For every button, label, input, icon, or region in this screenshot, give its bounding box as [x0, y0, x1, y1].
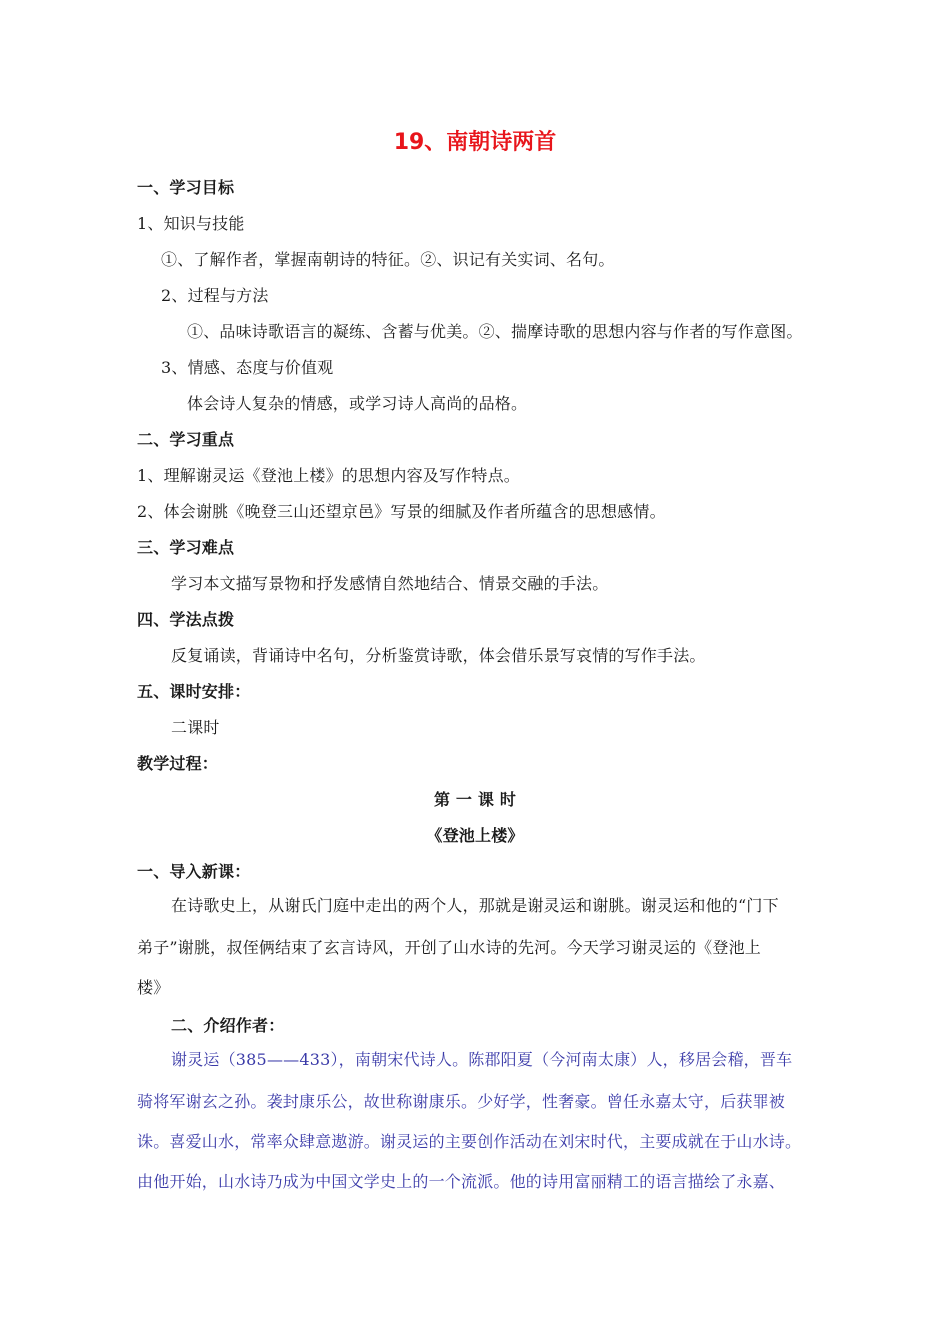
intro-line-3: 楼》	[137, 978, 170, 997]
goal-item-2-text: ①、品味诗歌语言的凝练、含蓄与优美。②、揣摩诗歌的思想内容与作者的写作意图。	[187, 322, 803, 341]
author-line-1: 谢灵运（385——433），南朝宋代诗人。陈郡阳夏（今河南太康）人，移居会稽，晋车	[171, 1050, 793, 1069]
author-line-3: 诛。喜爱山水，常率众肆意遨游。谢灵运的主要创作活动在刘宋时代，主要成就在于山水诗。	[137, 1132, 802, 1151]
goal-item-3: 3、情感、态度与价值观	[161, 358, 334, 377]
section-heading-focus: 二、学习重点	[137, 430, 235, 449]
author-line-4: 由他开始，山水诗乃成为中国文学史上的一个流派。他的诗用富丽精工的语言描绘了永嘉、	[137, 1172, 786, 1191]
section-heading-goals: 一、学习目标	[137, 178, 235, 197]
goal-item-2: 2、过程与方法	[161, 286, 269, 305]
intro-line-2: 弟子”谢朓，叔侄俩结束了玄言诗风，开创了山水诗的先河。今天学习谢灵运的《登池上	[137, 938, 761, 957]
section-heading-schedule: 五、课时安排：	[137, 682, 251, 701]
poem-title: 《登池上楼》	[426, 826, 524, 845]
method-text: 反复诵读，背诵诗中名句，分析鉴赏诗歌，体会借乐景写哀情的写作手法。	[171, 646, 706, 665]
intro-heading: 一、导入新课：	[137, 862, 251, 881]
goal-item-1-text: ①、了解作者，掌握南朝诗的特征。②、识记有关实词、名句。	[161, 250, 615, 269]
intro-line-1: 在诗歌史上，从谢氏门庭中走出的两个人，那就是谢灵运和谢朓。谢灵运和他的“门下	[171, 896, 779, 915]
document-title: 19、南朝诗两首	[393, 130, 557, 155]
goal-item-3-text: 体会诗人复杂的情感，或学习诗人高尚的品格。	[187, 394, 528, 413]
author-heading: 二、介绍作者：	[171, 1016, 285, 1035]
section-heading-method: 四、学法点拨	[137, 610, 235, 629]
focus-line-2: 2、体会谢朓《晚登三山还望京邑》写景的细腻及作者所蕴含的思想感情。	[137, 502, 666, 521]
goal-item-1: 1、知识与技能	[137, 214, 245, 233]
focus-line-1: 1、理解谢灵运《登池上楼》的思想内容及写作特点。	[137, 466, 520, 485]
lesson-heading: 第 一 课 时	[433, 790, 517, 809]
schedule-text: 二课时	[171, 718, 220, 737]
difficulty-text: 学习本文描写景物和抒发感情自然地结合、情景交融的手法。	[171, 574, 609, 593]
section-heading-difficulty: 三、学习难点	[137, 538, 235, 557]
author-line-2: 骑将军谢玄之孙。袭封康乐公，故世称谢康乐。少好学，性奢豪。曾任永嘉太守，后获罪被	[137, 1092, 786, 1111]
process-heading: 教学过程：	[137, 754, 219, 773]
